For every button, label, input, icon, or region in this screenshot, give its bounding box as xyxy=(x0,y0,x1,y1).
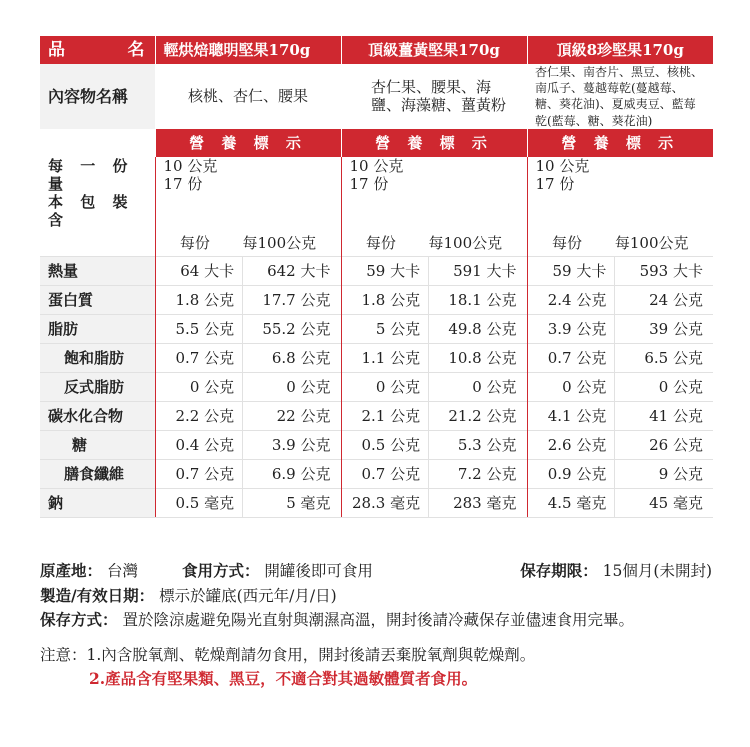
per-100g-header: 每100公克 xyxy=(614,233,689,252)
per-serving-value: 1.1 公克 xyxy=(361,349,421,368)
per-serving-value: 64 大卡 xyxy=(180,262,235,281)
per-serving-value: 0 公克 xyxy=(375,378,421,397)
per-serving-header: 每份 xyxy=(179,233,210,252)
nutrient-values-product-2 xyxy=(341,286,527,315)
note-line-2 xyxy=(40,667,720,692)
per-100g-value: 0 公克 xyxy=(242,373,340,401)
per-serving-value: 5.5 公克 xyxy=(175,320,235,339)
nutrient-values-product-3 xyxy=(527,460,713,489)
per-serving-value: 2.1 公克 xyxy=(361,407,421,426)
nutrient-values-product-2 xyxy=(341,402,527,431)
per-100g-value: 0 公克 xyxy=(614,373,713,401)
product-name-1: 輕烘焙聰明堅果170g xyxy=(155,36,341,64)
serving-1: 10 公克 17 份 xyxy=(155,157,341,229)
nutrient-values-product-3 xyxy=(527,489,713,518)
per-100g-value: 26 公克 xyxy=(614,431,713,459)
per-100g-value: 10.8 公克 xyxy=(428,344,526,372)
per-serving-value: 0.4 公克 xyxy=(175,436,235,455)
nutrient-row xyxy=(40,489,713,518)
nutrient-values-product-2 xyxy=(341,460,527,489)
per-100g-value: 5 毫克 xyxy=(242,489,340,517)
per-100g-value: 5.3 公克 xyxy=(428,431,526,459)
nutrient-values-product-1 xyxy=(155,402,341,431)
nutrient-name: 膳食纖維 xyxy=(40,460,155,489)
per-100g-value: 9 公克 xyxy=(614,460,713,488)
per-100g-value: 7.2 公克 xyxy=(428,460,526,488)
per-serving-value: 5 公克 xyxy=(375,320,421,339)
per-serving-value: 59 大卡 xyxy=(366,262,421,281)
per-serving-value: 2.4 公克 xyxy=(547,291,607,310)
nutrient-values-product-1 xyxy=(155,344,341,373)
nutrition-title-row xyxy=(40,129,713,157)
nutrition-title-1: 營 養 標 示 xyxy=(155,129,341,157)
per-100g-value: 21.2 公克 xyxy=(428,402,526,430)
nutrient-values-product-2 xyxy=(341,489,527,518)
per-100g-header: 每100公克 xyxy=(242,233,317,252)
nutrient-values-product-3 xyxy=(527,402,713,431)
nutrient-name: 碳水化合物 xyxy=(40,402,155,431)
date-label: 製造/有效日期： xyxy=(40,585,155,605)
ingredients-label: 內容物名稱 xyxy=(40,64,155,129)
usage-value: 開罐後即可食用 xyxy=(264,562,373,580)
per-100g-value: 642 大卡 xyxy=(242,257,340,285)
nutrient-values-product-3 xyxy=(527,315,713,344)
column-header-row xyxy=(40,229,713,257)
nutrient-values-product-1 xyxy=(155,257,341,286)
nutrient-name: 飽和脂肪 xyxy=(40,344,155,373)
product-info xyxy=(40,559,720,692)
nutrient-values-product-3 xyxy=(527,286,713,315)
nutrient-name: 鈉 xyxy=(40,489,155,518)
per-serving-value: 0.7 公克 xyxy=(361,465,421,484)
per-100g-value: 49.8 公克 xyxy=(428,315,526,343)
nutrient-rows xyxy=(40,257,713,518)
per-serving-value: 0 公克 xyxy=(189,378,235,397)
per-serving-value: 1.8 公克 xyxy=(175,291,235,310)
per-serving-value: 4.5 毫克 xyxy=(547,494,607,513)
product-name-2: 頂級薑黃堅果170g xyxy=(341,36,527,64)
nutrient-row xyxy=(40,402,713,431)
per-100g-value: 591 大卡 xyxy=(428,257,526,285)
nutrient-name: 脂肪 xyxy=(40,315,155,344)
nutrient-row xyxy=(40,344,713,373)
nutrition-panel xyxy=(40,36,713,518)
per-100g-value: 593 大卡 xyxy=(614,257,713,285)
nutrient-values-product-3 xyxy=(527,344,713,373)
nutrient-values-product-1 xyxy=(155,286,341,315)
per-serving-value: 2.2 公克 xyxy=(175,407,235,426)
note-line-1 xyxy=(40,643,720,668)
per-serving-value: 28.3 毫克 xyxy=(351,494,421,513)
date-value: 標示於罐底(西元年/月/日) xyxy=(159,586,337,605)
allergy-warning: 2.產品含有堅果類、黑豆，不適合對其過敏體質者食用。 xyxy=(89,669,478,688)
nutrition-table xyxy=(40,36,713,518)
nutrient-values-product-2 xyxy=(341,373,527,402)
nutrient-values-product-2 xyxy=(341,344,527,373)
per-100g-value: 39 公克 xyxy=(614,315,713,343)
nutrient-name: 反式脂肪 xyxy=(40,373,155,402)
per-serving-value: 2.6 公克 xyxy=(547,436,607,455)
per-serving-value: 0.9 公克 xyxy=(547,465,607,484)
nutrient-values-product-1 xyxy=(155,373,341,402)
per-100g-value: 6.8 公克 xyxy=(242,344,340,372)
storage-label: 保存方式： xyxy=(40,610,118,629)
per-serving-value: 0.5 毫克 xyxy=(175,494,235,513)
serving-2: 10 公克 17 份 xyxy=(341,157,527,229)
serving-label: 每 一 份 量 本 包 裝 含 xyxy=(48,156,134,229)
origin-value: 台灣 xyxy=(106,562,138,580)
info-line-2 xyxy=(40,584,720,609)
per-100g-value: 22 公克 xyxy=(242,402,340,430)
per-serving-value: 3.9 公克 xyxy=(547,320,607,339)
info-line-3 xyxy=(40,608,720,633)
shelf-label: 保存期限： xyxy=(520,561,598,580)
per-serving-value: 0.7 公克 xyxy=(175,465,235,484)
nutrition-title-3: 營 養 標 示 xyxy=(527,129,713,157)
ingredients-3: 杏仁果、南杏片、黑豆、核桃、南瓜子、蔓越莓乾(蔓越莓、糖、葵花油)、夏威夷豆、藍莓乾(藍莓、糖、葵花油) xyxy=(535,65,704,128)
note-label: 注意： xyxy=(40,645,87,664)
per-serving-value: 4.1 公克 xyxy=(547,407,607,426)
nutrient-values-product-2 xyxy=(341,315,527,344)
nutrient-values-product-1 xyxy=(155,460,341,489)
per-100g-value: 6.5 公克 xyxy=(614,344,713,372)
nutrient-values-product-3 xyxy=(527,257,713,286)
nutrient-values-product-3 xyxy=(527,431,713,460)
per-serving-value: 1.8 公克 xyxy=(361,291,421,310)
per-serving-header: 每份 xyxy=(365,233,396,252)
nutrient-row xyxy=(40,257,713,286)
per-100g-value: 6.9 公克 xyxy=(242,460,340,488)
product-name-3: 頂級8珍堅果170g xyxy=(527,36,713,64)
per-100g-value: 3.9 公克 xyxy=(242,431,340,459)
product-name-row xyxy=(40,36,713,64)
origin-label: 原產地： xyxy=(40,561,103,580)
per-100g-value: 41 公克 xyxy=(614,402,713,430)
per-serving-value: 0.7 公克 xyxy=(547,349,607,368)
per-serving-value: 0.7 公克 xyxy=(175,349,235,368)
per-serving-value: 0 公克 xyxy=(562,378,607,397)
nutrient-row xyxy=(40,431,713,460)
name-label: 品 名 xyxy=(40,36,155,64)
storage-value: 置於陰涼處避免陽光直射與潮濕高溫，開封後請冷藏保存並儘速食用完畢。 xyxy=(122,611,634,629)
serving-3: 10 公克 17 份 xyxy=(527,157,713,229)
nutrient-name: 糖 xyxy=(40,431,155,460)
per-serving-header: 每份 xyxy=(551,233,582,252)
per-serving-value: 0.5 公克 xyxy=(361,436,421,455)
info-line-1 xyxy=(40,559,720,584)
nutrient-values-product-1 xyxy=(155,315,341,344)
per-100g-header: 每100公克 xyxy=(428,233,503,252)
per-100g-value: 283 毫克 xyxy=(428,489,526,517)
nutrient-row xyxy=(40,315,713,344)
serving-row xyxy=(40,157,713,229)
per-100g-value: 45 毫克 xyxy=(614,489,713,517)
nutrient-name: 熱量 xyxy=(40,257,155,286)
per-100g-value: 18.1 公克 xyxy=(428,286,526,314)
nutrient-row xyxy=(40,460,713,489)
nutrient-name: 蛋白質 xyxy=(40,286,155,315)
per-100g-value: 17.7 公克 xyxy=(242,286,340,314)
nutrient-values-product-1 xyxy=(155,431,341,460)
shelf-value: 15個月(未開封) xyxy=(602,562,712,580)
nutrient-row xyxy=(40,373,713,402)
nutrient-values-product-2 xyxy=(341,257,527,286)
per-100g-value: 24 公克 xyxy=(614,286,713,314)
usage-label: 食用方式： xyxy=(181,561,260,580)
ingredients-1: 核桃、杏仁、腰果 xyxy=(187,87,308,106)
nutrient-row xyxy=(40,286,713,315)
note-1: 1.內含脫氧劑、乾燥劑請勿食用，開封後請丟棄脫氧劑與乾燥劑。 xyxy=(86,645,536,664)
per-100g-value: 55.2 公克 xyxy=(242,315,340,343)
nutrient-values-product-3 xyxy=(527,373,713,402)
per-100g-value: 0 公克 xyxy=(428,373,526,401)
ingredients-row xyxy=(40,64,713,129)
nutrient-values-product-1 xyxy=(155,489,341,518)
ingredients-2: 杏仁果、腰果、海鹽、海藻糖、薑黃粉 xyxy=(371,78,507,115)
nutrient-values-product-2 xyxy=(341,431,527,460)
nutrition-title-2: 營 養 標 示 xyxy=(341,129,527,157)
per-serving-value: 59 大卡 xyxy=(552,262,607,281)
